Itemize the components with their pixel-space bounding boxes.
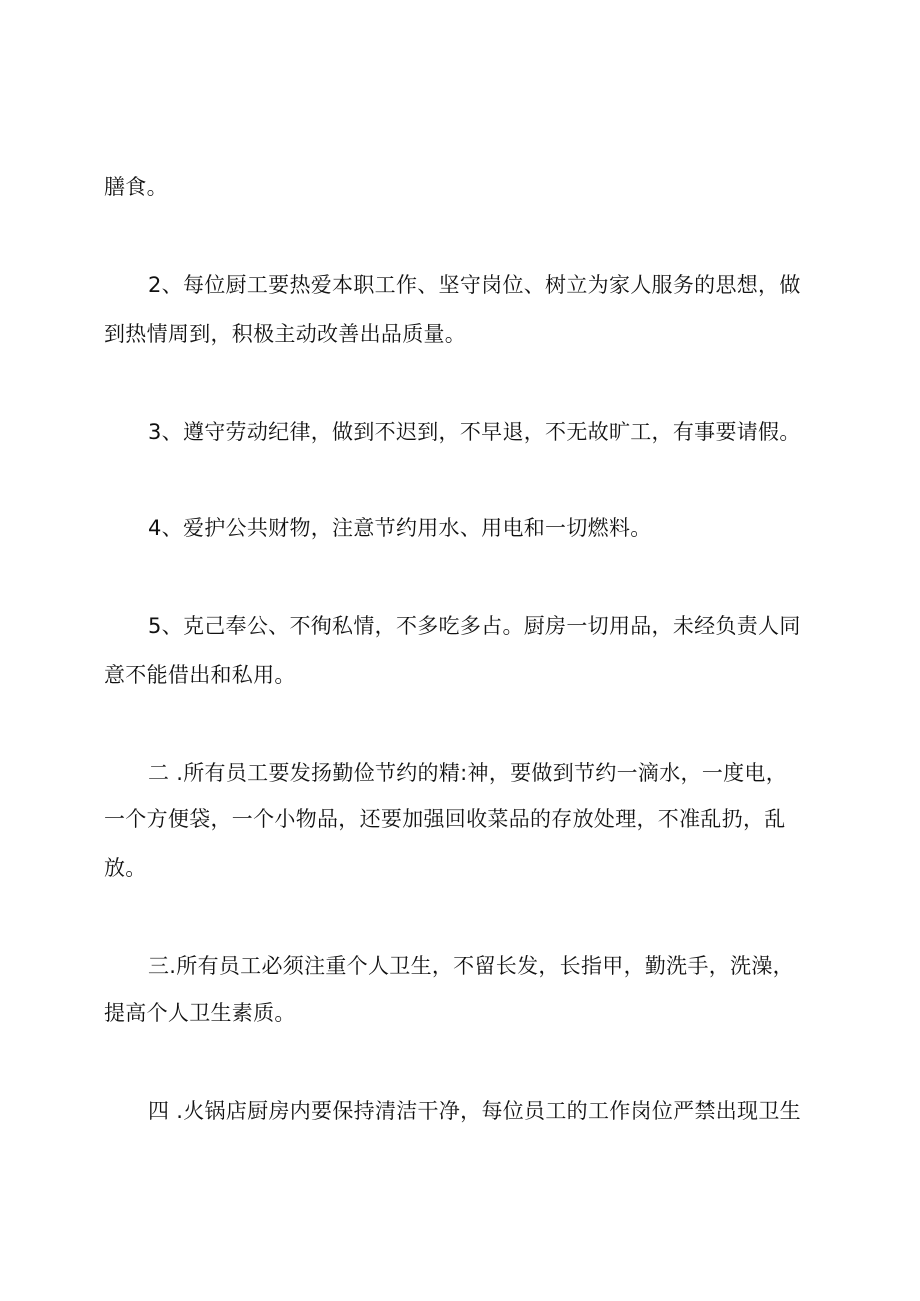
text-line: 到热情周到，积极主动改善出品质量。 (104, 322, 467, 346)
text-line: 二 .所有员工要发扬勤俭节约的精:神，要做到节约一滴水，一度电， (148, 761, 788, 785)
text-line: 三.所有员工必须注重个人卫生，不留长发，长指甲，勤洗手，洗澡， (148, 954, 794, 978)
text-line: 四 .火锅店厨房内要保持清洁干净，每位员工的工作岗位严禁出现卫生 (148, 1099, 801, 1123)
text-line: 膳食。 (104, 175, 168, 199)
text-line: 2、每位厨工要热爱本职工作、坚守岗位、树立为家人服务的思想，做 (148, 273, 801, 297)
text-line: 提高个人卫生素质。 (104, 1001, 296, 1025)
text-line: 一个方便袋，一个小物品，还要加强回收菜品的存放处理，不准乱扔，乱 (104, 807, 786, 831)
text-line: 放。 (104, 856, 147, 880)
text-line: 3、遵守劳动纪律，做到不迟到，不早退，不无故旷工，有事要请假。 (148, 420, 801, 444)
text-line: 5、克己奉公、不徇私情，不多吃多占。厨房一切用品，未经负责人同 (148, 614, 801, 638)
text-line: 4、爱护公共财物，注意节约用水、用电和一切燃料。 (148, 516, 652, 540)
text-line: 意不能借出和私用。 (104, 663, 296, 687)
